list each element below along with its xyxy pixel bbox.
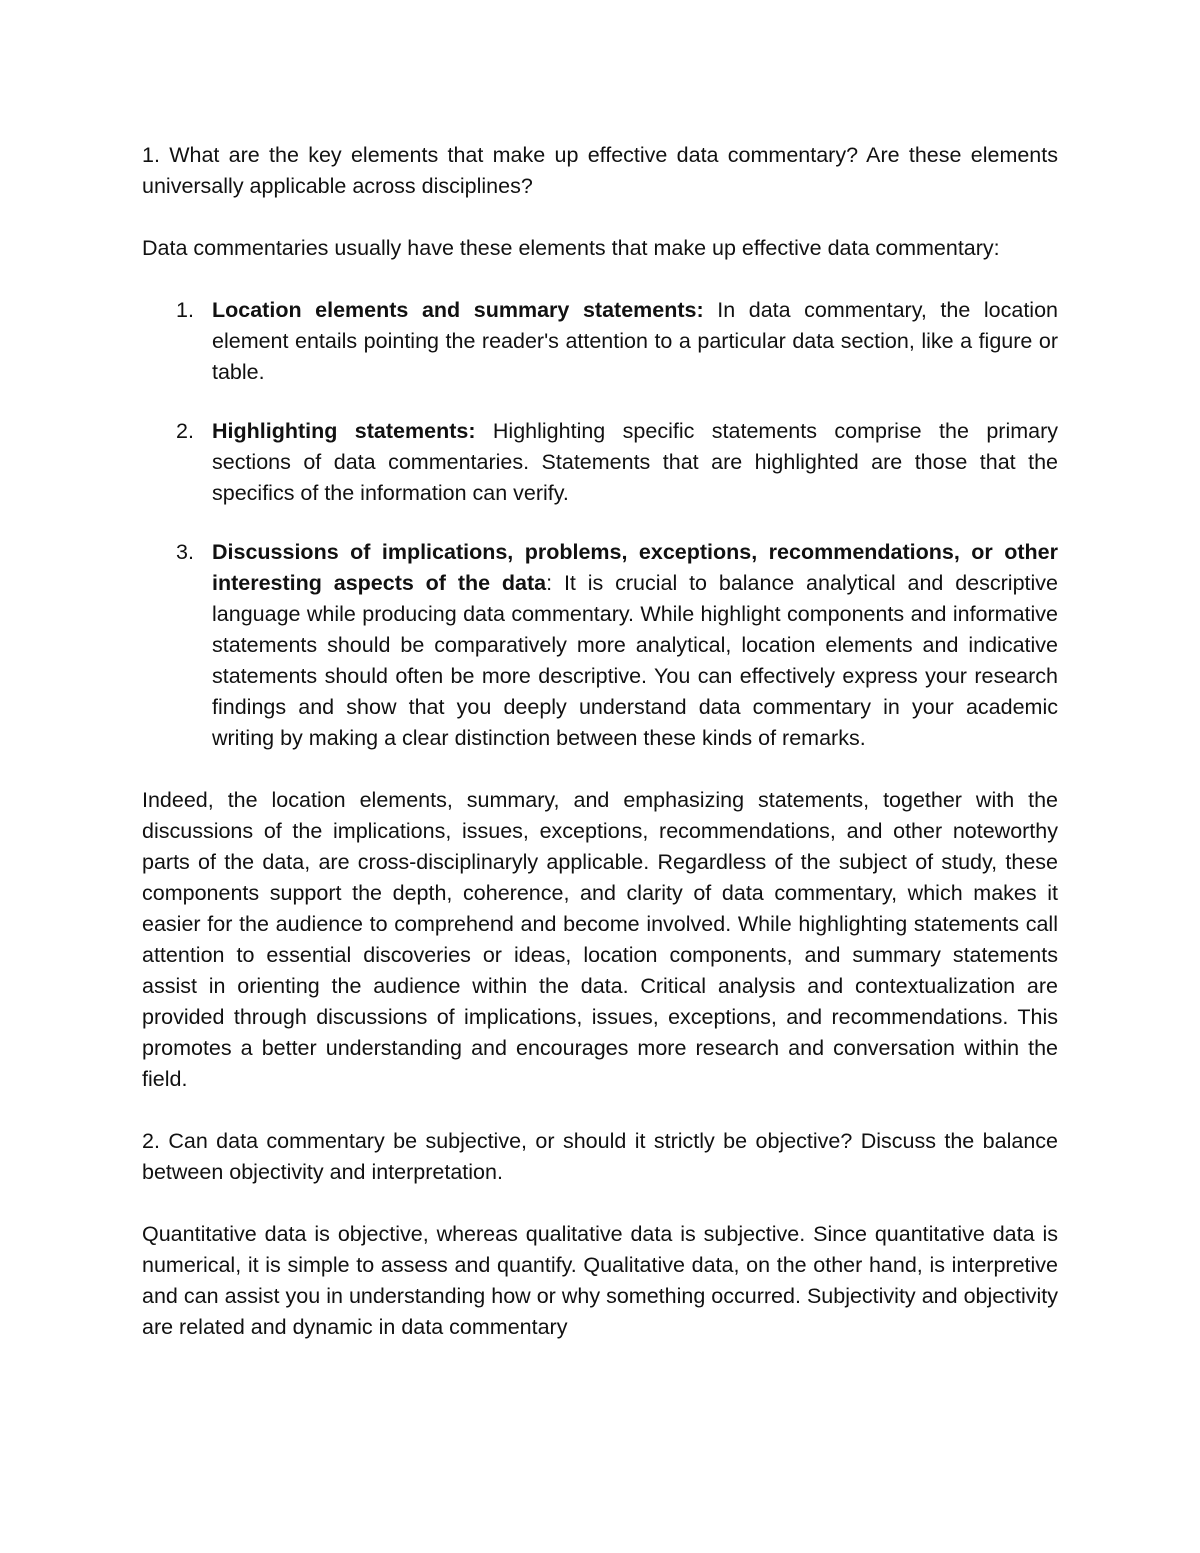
answer-1-intro: Data commentaries usually have these elements that make up effective data commentary: [142,236,1000,260]
list-item-term: Highlighting statements: [212,419,476,443]
list-item-text: Highlighting specific statements comprise the primary sections of data commentaries. Statements that are highlighted are those that the specifics of the information can verify. [212,419,1058,505]
list-item-term: Location elements and summary statements: [212,298,704,322]
list-item-number: 2. [176,419,194,443]
list-item [142,537,1058,754]
list-item-term: Discussions of implications, problems, exceptions, recommendations, or other interesting aspects of the data [212,540,1058,595]
answer-2: Quantitative data is objective, whereas qualitative data is subjective. Since quantitative data is numerical, it is simple to assess and quantify. Qualitative data, on the other hand, is interpretive and can assist you in understanding how or why something occurred. Subjectivity and objectivity are related and dynamic in data commentary [142,1222,1058,1339]
list-item-number: 3. [176,540,194,564]
list-item-text: In data commentary, the location element entails pointing the reader's attention to a particular data section, like a figure or table. [212,298,1058,384]
list-item-number: 1. [176,298,194,322]
document-page [142,140,1058,1343]
elements-list [142,295,1058,754]
list-item [142,416,1058,509]
question-2: 2. Can data commentary be subjective, or should it strictly be objective? Discuss the balance between objectivity and interpretation. [142,1129,1058,1184]
list-item-text: : It is crucial to balance analytical and descriptive language while producing data commentary. While highlight components and informative statements should be comparatively more analytical, location elements and indicative statements should often be more descriptive. You can effectively express your research findings and show that you deeply understand data commentary in your academic writing by making a clear distinction between these kinds of remarks. [212,571,1058,750]
answer-1-conclusion: Indeed, the location elements, summary, and emphasizing statements, together with the discussions of the implications, issues, exceptions, recommendations, and other noteworthy parts of the data, are cross-disciplinaryly applicable. Regardless of the subject of study, these components support the depth, coherence, and clarity of data commentary, which makes it easier for the audience to comprehend and become involved. While highlighting statements call attention to essential discoveries or ideas, location components, and summary statements assist in orienting the audience within the data. Critical analysis and contextualization are provided through discussions of implications, issues, exceptions, and recommendations. This promotes a better understanding and encourages more research and conversation within the field. [142,788,1058,1091]
question-1: 1. What are the key elements that make up effective data commentary? Are these elements universally applicable across disciplines? [142,143,1058,198]
list-item [142,295,1058,388]
